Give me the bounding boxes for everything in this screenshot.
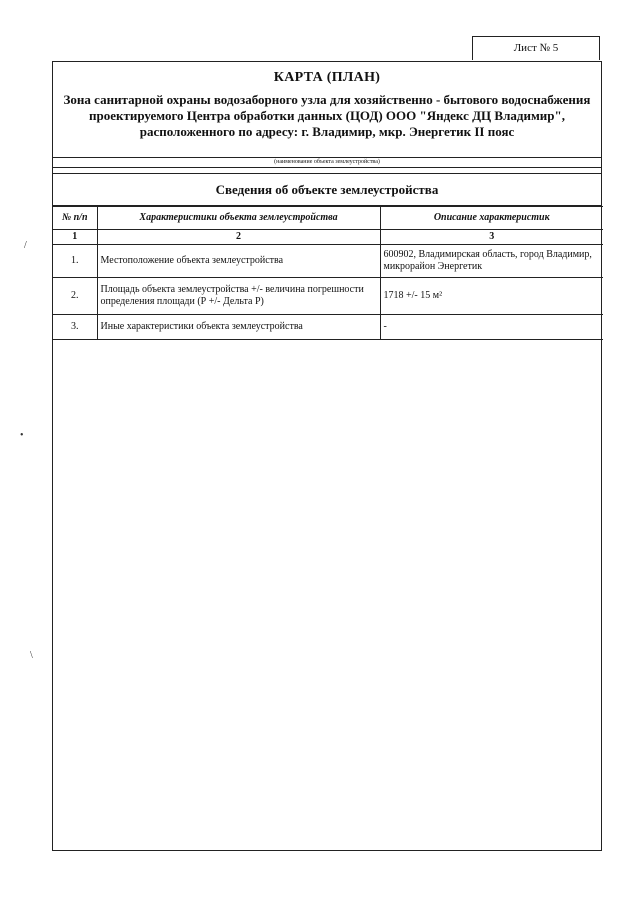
scan-mark: / <box>24 240 27 251</box>
document-frame <box>52 61 602 851</box>
column-header-characteristic: Характеристики объекта землеустройства <box>97 207 380 230</box>
table-column-numbers-row <box>53 230 603 245</box>
row-description: 1718 +/- 15 м² <box>380 278 603 315</box>
object-name-caption: (наименование объекта землеустройства) <box>53 158 601 168</box>
column-header-description: Описание характеристик <box>380 207 603 230</box>
column-number: 1 <box>53 230 97 245</box>
row-description: - <box>380 315 603 340</box>
row-characteristic: Площадь объекта землеустройства +/- величина погрешности определения площади (Р +/- Дельта Р) <box>97 278 380 315</box>
table-row <box>53 315 603 340</box>
document-header <box>53 62 601 158</box>
scan-mark: \ <box>30 650 33 661</box>
table-header-row <box>53 207 603 230</box>
column-number: 3 <box>380 230 603 245</box>
row-number: 3. <box>53 315 97 340</box>
document-title: КАРТА (ПЛАН) <box>273 70 381 85</box>
column-header-number: № п/п <box>53 207 97 230</box>
column-number: 2 <box>97 230 380 245</box>
row-description: 600902, Владимирская область, город Владимир, микрорайон Энергетик <box>380 245 603 278</box>
scan-mark: • <box>20 430 24 441</box>
row-number: 1. <box>53 245 97 278</box>
document-subtitle: Зона санитарной охраны водозаборного узла для хозяйственно - бытового водоснабжения проектируемого Центра обработки данных (ЦОД) ООО "Яндекс ДЦ Владимир", расположенного по адресу: г. Владимир, мкр. Энергетик II пояс <box>63 92 591 139</box>
row-number: 2. <box>53 278 97 315</box>
table-row <box>53 278 603 315</box>
row-characteristic: Местоположение объекта землеустройства <box>97 245 380 278</box>
row-characteristic: Иные характеристики объекта землеустройства <box>97 315 380 340</box>
object-info-table <box>53 206 603 340</box>
table-row <box>53 245 603 278</box>
section-title: Сведения об объекте землеустройства <box>53 173 601 206</box>
sheet-number-label: Лист № 5 <box>472 36 600 60</box>
